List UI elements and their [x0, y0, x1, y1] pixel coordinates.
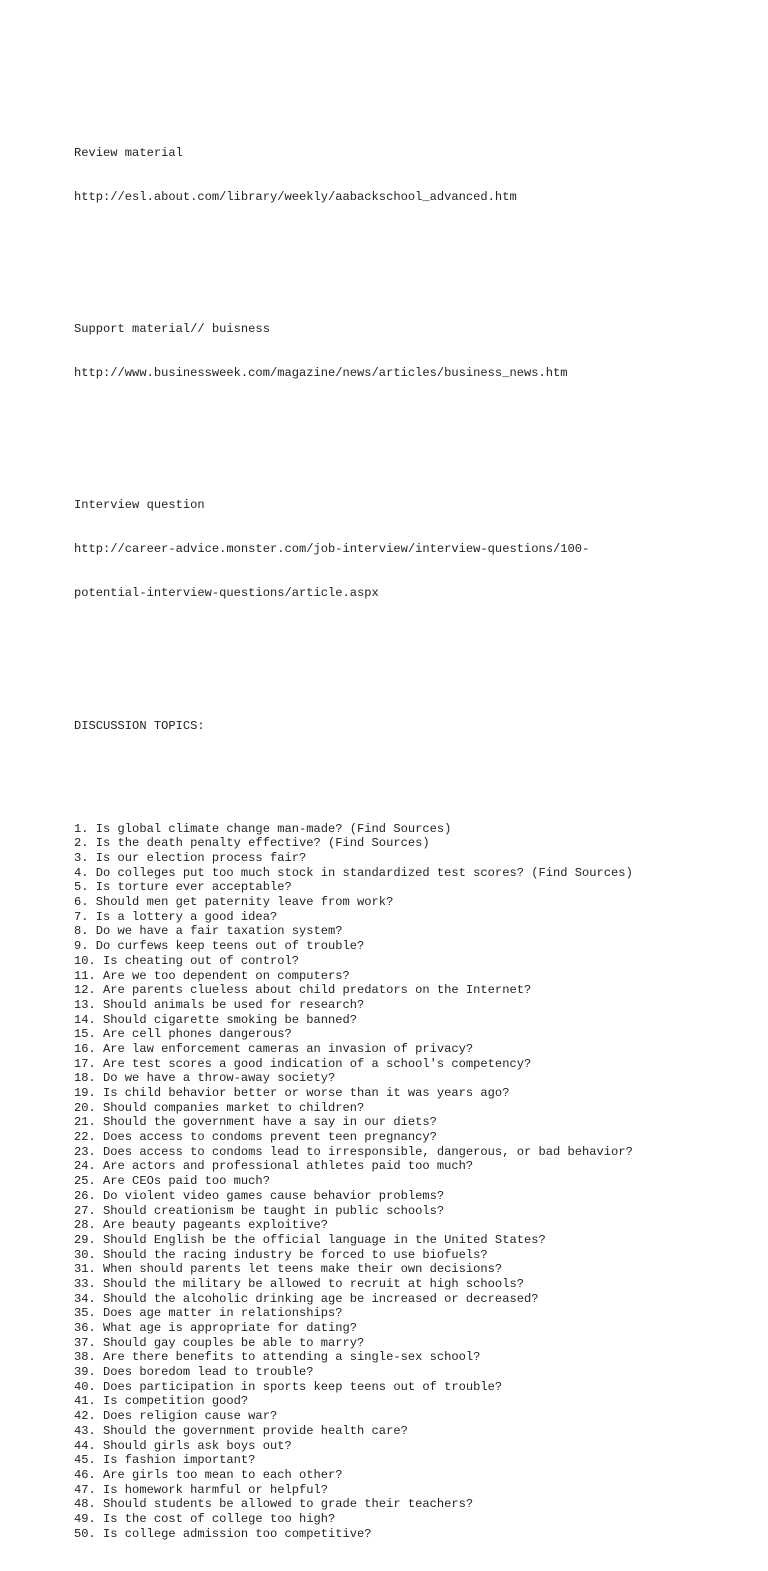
list-item: 14. Should cigarette smoking be banned? — [74, 1012, 358, 1027]
list-item: 3. Is our election process fair? — [74, 851, 307, 866]
list-item: 16. Are law enforcement cameras an invasion of privacy? — [74, 1041, 474, 1056]
list-item: 24. Are actors and professional athletes paid too much? — [74, 1159, 474, 1174]
list-item: 34. Should the alcoholic drinking age be increased or decreased? — [74, 1291, 539, 1306]
document-page — [74, 72, 754, 1571]
list-item: 31. When should parents let teens make their own decisions? — [74, 1262, 503, 1277]
interview-question-heading: Interview question — [74, 498, 205, 513]
list-item: 30. Should the racing industry be forced to use biofuels? — [74, 1247, 488, 1262]
list-item: 37. Should gay couples be able to marry? — [74, 1335, 365, 1350]
interview-question-link-line-2[interactable]: potential-interview-questions/article.aspx — [74, 586, 379, 601]
support-material-heading: Support material// buisness — [74, 321, 270, 336]
list-item: 15. Are cell phones dangerous? — [74, 1027, 292, 1042]
discussion-topics-list — [74, 822, 754, 1542]
interview-question-link-line-1[interactable]: http://career-advice.monster.com/job-interview/interview-questions/100- — [74, 542, 590, 557]
list-item: 21. Should the government have a say in our diets? — [74, 1115, 437, 1130]
list-item: 40. Does participation in sports keep teens out of trouble? — [74, 1379, 503, 1394]
list-item: 6. Should men get paternity leave from work? — [74, 895, 394, 910]
discussion-topics-heading-block — [74, 689, 754, 763]
list-item: 49. Is the cost of college too high? — [74, 1511, 336, 1526]
list-item: 28. Are beauty pageants exploitive? — [74, 1218, 329, 1233]
list-item: 4. Do colleges put too much stock in standardized test scores? (Find Sources) — [74, 865, 633, 880]
list-item: 33. Should the military be allowed to recruit at high schools? — [74, 1276, 524, 1291]
list-item: 43. Should the government provide health care? — [74, 1423, 408, 1438]
list-item: 25. Are CEOs paid too much? — [74, 1174, 270, 1189]
list-item: 22. Does access to condoms prevent teen pregnancy? — [74, 1130, 437, 1145]
interview-question-section — [74, 469, 754, 631]
list-item: 45. Is fashion important? — [74, 1453, 256, 1468]
list-item: 23. Does access to condoms lead to irresponsible, dangerous, or bad behavior? — [74, 1144, 633, 1159]
list-item: 10. Is cheating out of control? — [74, 953, 299, 968]
list-item: 11. Are we too dependent on computers? — [74, 968, 350, 983]
list-item: 48. Should students be allowed to grade their teachers? — [74, 1497, 474, 1512]
review-material-link[interactable]: http://esl.about.com/library/weekly/aabackschool_advanced.htm — [74, 189, 517, 204]
list-item: 1. Is global climate change man-made? (Find Sources) — [74, 821, 452, 836]
list-item: 12. Are parents clueless about child predators on the Internet? — [74, 983, 532, 998]
list-item: 42. Does religion cause war? — [74, 1409, 278, 1424]
list-item: 8. Do we have a fair taxation system? — [74, 924, 343, 939]
list-item: 36. What age is appropriate for dating? — [74, 1321, 358, 1336]
list-item: 35. Does age matter in relationships? — [74, 1306, 343, 1321]
list-item: 18. Do we have a throw-away society? — [74, 1071, 336, 1086]
list-item: 38. Are there benefits to attending a single-sex school? — [74, 1350, 481, 1365]
review-material-heading: Review material — [74, 145, 183, 160]
list-item: 19. Is child behavior better or worse than it was years ago? — [74, 1086, 510, 1101]
list-item: 17. Are test scores a good indication of a school's competency? — [74, 1056, 532, 1071]
discussion-topics-heading: DISCUSSION TOPICS: — [74, 718, 205, 733]
list-item: 13. Should animals be used for research? — [74, 997, 365, 1012]
list-item: 20. Should companies market to children? — [74, 1100, 365, 1115]
list-item: 9. Do curfews keep teens out of trouble? — [74, 939, 365, 954]
list-item: 39. Does boredom lead to trouble? — [74, 1365, 314, 1380]
list-item: 27. Should creationism be taught in public schools? — [74, 1203, 445, 1218]
list-item: 41. Is competition good? — [74, 1394, 249, 1409]
list-item: 46. Are girls too mean to each other? — [74, 1467, 343, 1482]
list-item: 26. Do violent video games cause behavior problems? — [74, 1188, 445, 1203]
list-item: 7. Is a lottery a good idea? — [74, 909, 278, 924]
support-material-section — [74, 293, 754, 411]
support-material-link[interactable]: http://www.businessweek.com/magazine/news/articles/business_news.htm — [74, 366, 568, 380]
list-item: 47. Is homework harmful or helpful? — [74, 1482, 329, 1497]
list-item: 44. Should girls ask boys out? — [74, 1438, 292, 1453]
list-item: 2. Is the death penalty effective? (Find Sources) — [74, 836, 430, 851]
list-item: 29. Should English be the official language in the United States? — [74, 1232, 546, 1247]
review-material-section — [74, 116, 754, 234]
list-item: 5. Is torture ever acceptable? — [74, 880, 292, 895]
list-item: 50. Is college admission too competitive? — [74, 1526, 372, 1541]
